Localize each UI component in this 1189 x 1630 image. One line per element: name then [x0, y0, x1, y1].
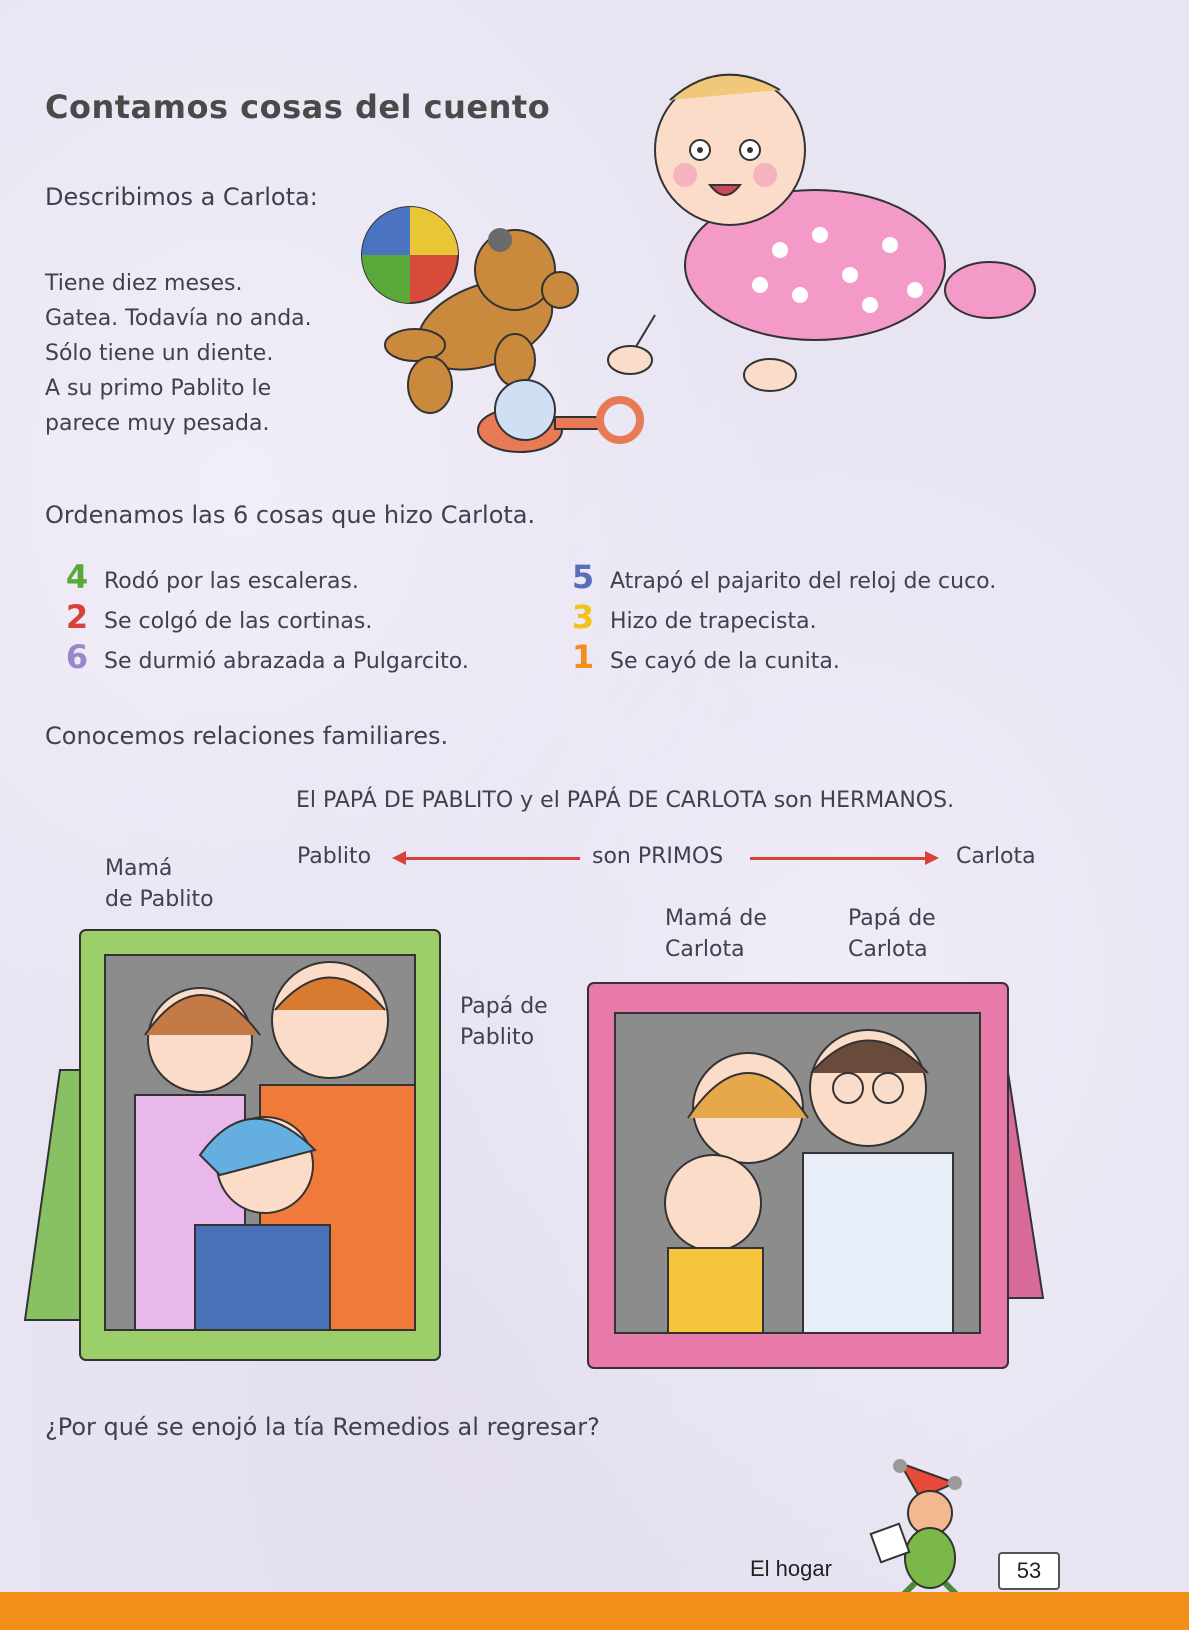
- list-item: [62, 558, 359, 596]
- label-line: Papá de: [848, 906, 936, 931]
- description-line: Tiene diez meses.: [45, 271, 243, 296]
- step-number: 4: [65, 558, 89, 596]
- carlota-family-photo: [583, 978, 1068, 1373]
- list-item: [568, 598, 817, 636]
- label-line: Papá de: [460, 994, 548, 1019]
- step-text: Rodó por las escaleras.: [104, 569, 359, 594]
- description-line: A su primo Pablito le: [45, 376, 272, 401]
- ball-icon: [362, 207, 458, 303]
- description-line: parece muy pesada.: [45, 411, 270, 436]
- baby-toys-illustration: [340, 55, 1100, 475]
- list-item: [62, 598, 372, 636]
- step-text: Se colgó de las cortinas.: [104, 609, 373, 634]
- describe-heading: Describimos a Carlota:: [45, 183, 318, 211]
- step-number: 2: [65, 598, 89, 636]
- label-line: Mamá de: [665, 906, 767, 931]
- pablito-family-photo: [20, 925, 450, 1365]
- family-heading: Conocemos relaciones familiares.: [45, 722, 449, 750]
- rattle-icon: [478, 380, 640, 452]
- label-papa-pablito: [460, 991, 548, 1053]
- label-line: Carlota: [665, 937, 745, 962]
- label-line: Mamá: [105, 856, 173, 881]
- description-line: Sólo tiene un diente.: [45, 341, 274, 366]
- step-number: 6: [65, 638, 89, 676]
- step-number: 3: [571, 598, 595, 636]
- cousin-right-label: Carlota: [956, 844, 1036, 869]
- list-item: [568, 638, 840, 676]
- description-line: Gatea. Todavía no anda.: [45, 306, 312, 331]
- label-line: Carlota: [848, 937, 928, 962]
- list-item: [62, 638, 469, 676]
- label-line: Pablito: [460, 1025, 535, 1050]
- label-mama-carlota: [665, 903, 767, 965]
- question-text: ¿Por qué se enojó la tía Remedios al regresar?: [45, 1413, 600, 1441]
- label-line: de Pablito: [105, 887, 214, 912]
- step-text: Se durmió abrazada a Pulgarcito.: [104, 649, 469, 674]
- arrow-left-icon: [392, 851, 406, 865]
- step-text: Se cayó de la cunita.: [610, 649, 840, 674]
- section-name: El hogar: [750, 1556, 832, 1581]
- cousins-relation-label: son PRIMOS: [592, 844, 724, 869]
- footer-bar: [0, 1592, 1189, 1630]
- arrow-right-icon: [925, 851, 939, 865]
- list-item: [568, 558, 996, 596]
- brothers-sentence: El PAPÁ DE PABLITO y el PAPÁ DE CARLOTA son HERMANOS.: [296, 788, 955, 813]
- step-text: Atrapó el pajarito del reloj de cuco.: [610, 569, 997, 594]
- elf-mascot-icon: [860, 1458, 1000, 1608]
- step-number: 5: [571, 558, 595, 596]
- description-text: [45, 266, 312, 441]
- arrow-line: [750, 857, 925, 860]
- page-title: Contamos cosas del cuento: [45, 88, 551, 126]
- page-number: 53: [998, 1552, 1060, 1590]
- step-number: 1: [571, 638, 595, 676]
- order-heading: Ordenamos las 6 cosas que hizo Carlota.: [45, 501, 536, 529]
- cousin-left-label: Pablito: [297, 844, 372, 869]
- baby-carlota-icon: [608, 75, 1035, 391]
- arrow-line: [405, 857, 580, 860]
- step-text: Hizo de trapecista.: [610, 609, 817, 634]
- label-papa-carlota: [848, 903, 936, 965]
- label-mama-pablito: [105, 853, 214, 915]
